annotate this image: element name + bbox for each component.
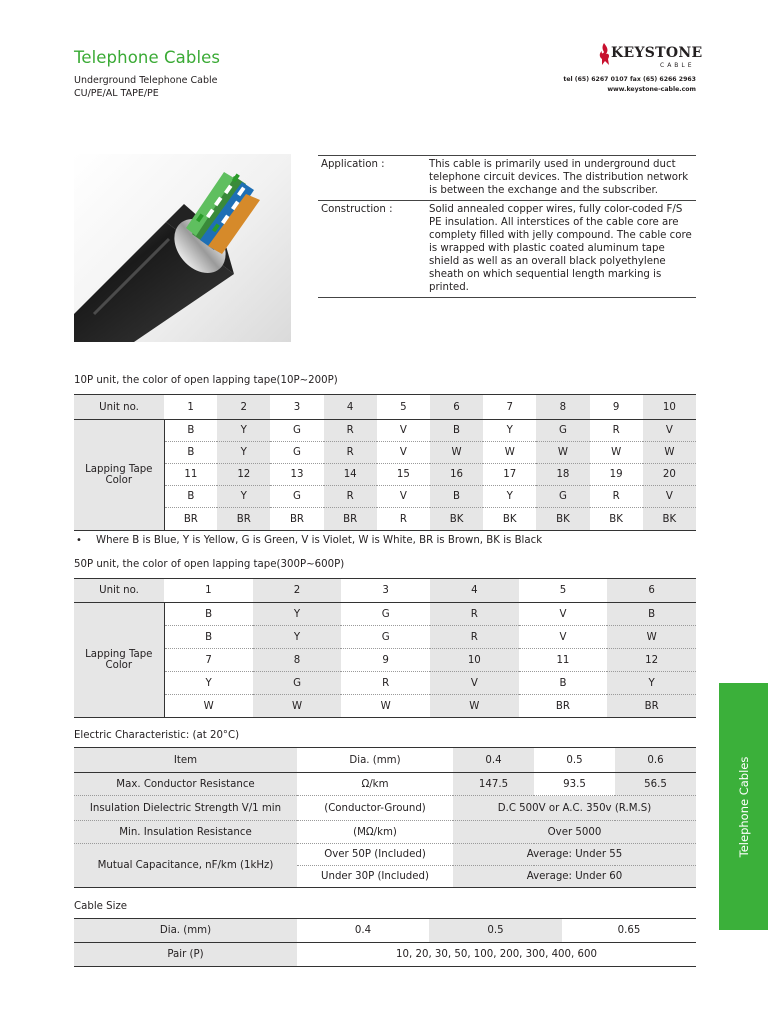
table-cell: R [341, 672, 430, 695]
table-cell: D.C 500V or A.C. 350v (R.M.S) [453, 796, 696, 821]
product-construction-code: CU/PE/AL TAPE/PE [74, 88, 159, 99]
table-cell: B [164, 442, 217, 464]
table-cell: 19 [590, 464, 643, 486]
table-cell: 0.4 [297, 919, 429, 943]
table-cell: 5 [519, 579, 608, 603]
table-row [74, 796, 696, 821]
table-10p-heading: 10P unit, the color of open lapping tape(10P~200P) [74, 375, 338, 386]
table-cell: Y [253, 626, 342, 649]
table-cell: 10 [643, 395, 696, 420]
table-cell: BR [164, 508, 217, 531]
table-cell: BK [536, 508, 589, 531]
bullet-icon: • [76, 535, 82, 546]
table-cell: R [324, 486, 377, 508]
flame-icon [597, 42, 611, 66]
table-row [74, 420, 696, 442]
table-cell: V [377, 442, 430, 464]
construction-row [318, 201, 696, 298]
table-header-cell: 0.4 [453, 748, 534, 773]
table-cell: G [270, 486, 323, 508]
table-cell: 93.5 [534, 773, 615, 796]
table-cell: BR [217, 508, 270, 531]
table-cell: R [430, 626, 519, 649]
table-50p [74, 578, 696, 718]
table-cell: Under 30P (Included) [297, 866, 453, 888]
table-cell: Average: Under 55 [453, 844, 696, 866]
table-cell: BK [430, 508, 483, 531]
table-cell: R [590, 420, 643, 442]
side-tab-label: Telephone Cables [736, 756, 751, 857]
lapping-tape-label: Lapping Tape Color [74, 420, 164, 531]
table-cell: G [253, 672, 342, 695]
table-cell: 8 [536, 395, 589, 420]
table-cell: R [377, 508, 430, 531]
table-cell: R [430, 603, 519, 626]
construction-label: Construction : [321, 204, 393, 215]
table-cell: Min. Insulation Resistance [74, 821, 297, 844]
table-cell: B [164, 420, 217, 442]
construction-value: Solid annealed copper wires, fully color-coded F/S PE insulation. All interstices of the cable core are complety filled with jelly compound. The cable core is wrapped with plastic coated aluminum tape shield as well as an overall black polyethylene sheath on which sequential length marking is printed. [429, 204, 692, 293]
table-cell: B [607, 603, 696, 626]
table-cell: W [483, 442, 536, 464]
table-cell: (MΩ/km) [297, 821, 453, 844]
table-cell: 10, 20, 30, 50, 100, 200, 300, 400, 600 [297, 943, 696, 967]
electric-heading: Electric Characteristic: (at 20°C) [74, 730, 240, 741]
table-row [74, 943, 696, 967]
table-cell: G [536, 420, 589, 442]
table-cell: Y [217, 486, 270, 508]
table-cell: 0.5 [429, 919, 562, 943]
table-row [74, 395, 696, 420]
table-cell: W [430, 695, 519, 718]
lapping-tape-label: Lapping Tape Color [74, 603, 164, 718]
table-cell: W [536, 442, 589, 464]
table-10p [74, 394, 696, 531]
table-cell: R [324, 442, 377, 464]
table-cell: 18 [536, 464, 589, 486]
unit-no-label: Unit no. [74, 579, 164, 603]
table-cell: 14 [324, 464, 377, 486]
table-row [74, 844, 696, 866]
table-cell: Y [217, 420, 270, 442]
table-cell: W [590, 442, 643, 464]
table-cell: BR [607, 695, 696, 718]
table-cell: G [341, 626, 430, 649]
table-cell: BK [590, 508, 643, 531]
table-cell: 9 [341, 649, 430, 672]
table-cell: G [341, 603, 430, 626]
table-row [74, 919, 696, 943]
table-cell: BR [324, 508, 377, 531]
table-cell: 5 [377, 395, 430, 420]
table-row [74, 579, 696, 603]
table-cell: (Conductor-Ground) [297, 796, 453, 821]
table-cell: 3 [341, 579, 430, 603]
table-cell: 7 [483, 395, 536, 420]
table-row [74, 442, 696, 464]
table-row [74, 486, 696, 508]
table-cell: BR [519, 695, 608, 718]
unit-no-label: Unit no. [74, 395, 164, 420]
table-row [74, 626, 696, 649]
table-cell: V [519, 626, 608, 649]
table-row [74, 695, 696, 718]
table-cell: W [253, 695, 342, 718]
table-cell: BR [270, 508, 323, 531]
table-cell: 4 [324, 395, 377, 420]
table-cell: BK [483, 508, 536, 531]
contact-phone: tel (65) 6267 0107 fax (65) 6266 2963 [563, 76, 696, 83]
color-legend-note: Where B is Blue, Y is Yellow, G is Green, V is Violet, W is White, BR is Brown, BK is Black [96, 535, 543, 546]
table-cell: B [164, 486, 217, 508]
table-cell: 4 [430, 579, 519, 603]
table-cell: Over 5000 [453, 821, 696, 844]
table-cell: B [519, 672, 608, 695]
table-cell: 11 [519, 649, 608, 672]
table-cell: 12 [607, 649, 696, 672]
application-value: This cable is primarily used in underground duct telephone circuit devices. The distribution network is between the exchange and the subscriber. [429, 159, 689, 196]
table-cell: Insulation Dielectric Strength V/1 min [74, 796, 297, 821]
table-cell: 20 [643, 464, 696, 486]
table-cell: Average: Under 60 [453, 866, 696, 888]
table-cell: 2 [217, 395, 270, 420]
table-cell: 6 [430, 395, 483, 420]
table-cell: V [519, 603, 608, 626]
table-cell: R [590, 486, 643, 508]
cable-size-table [74, 918, 696, 967]
table-cell: Y [483, 420, 536, 442]
table-header-cell: 0.6 [615, 748, 696, 773]
table-cell: Dia. (mm) [74, 919, 297, 943]
table-cell: V [430, 672, 519, 695]
brand-subname: CABLE [660, 62, 695, 69]
table-cell: V [377, 420, 430, 442]
table-cell: 11 [164, 464, 217, 486]
capacitance-label: Mutual Capacitance, nF/km (1kHz) [74, 844, 297, 888]
table-cell: 2 [253, 579, 342, 603]
table-row [74, 773, 696, 796]
table-cell: G [536, 486, 589, 508]
table-cell: W [341, 695, 430, 718]
table-cell: Y [164, 672, 253, 695]
table-cell: 17 [483, 464, 536, 486]
table-cell: B [430, 486, 483, 508]
table-cell: 13 [270, 464, 323, 486]
table-cell: Max. Conductor Resistance [74, 773, 297, 796]
table-cell: W [643, 442, 696, 464]
table-cell: 56.5 [615, 773, 696, 796]
table-cell: 15 [377, 464, 430, 486]
table-header-cell: 0.5 [534, 748, 615, 773]
table-row [74, 464, 696, 486]
table-cell: 9 [590, 395, 643, 420]
table-cell: Ω/km [297, 773, 453, 796]
electric-table [74, 747, 696, 888]
table-cell: W [164, 695, 253, 718]
table-cell: R [324, 420, 377, 442]
product-info-table [318, 155, 696, 298]
table-cell: 1 [164, 395, 217, 420]
product-subtitle: Underground Telephone Cable [74, 75, 218, 86]
table-cell: 7 [164, 649, 253, 672]
table-cell: V [643, 486, 696, 508]
table-cell: 10 [430, 649, 519, 672]
table-header-cell: Item [74, 748, 297, 773]
table-row [74, 508, 696, 531]
table-cell: V [643, 420, 696, 442]
table-cell: 6 [607, 579, 696, 603]
cable-illustration [74, 154, 291, 342]
section-side-tab [719, 683, 768, 930]
table-cell: 3 [270, 395, 323, 420]
table-cell: Y [607, 672, 696, 695]
table-cell: Y [483, 486, 536, 508]
table-cell: Over 50P (Included) [297, 844, 453, 866]
table-cell: 8 [253, 649, 342, 672]
table-cell: 16 [430, 464, 483, 486]
table-row [74, 649, 696, 672]
cable-size-heading: Cable Size [74, 901, 128, 912]
table-cell: 0.65 [562, 919, 696, 943]
cable-photo [74, 154, 291, 342]
table-cell: BK [643, 508, 696, 531]
table-row [74, 748, 696, 773]
table-header-cell: Dia. (mm) [297, 748, 453, 773]
table-cell: Pair (P) [74, 943, 297, 967]
application-label: Application : [321, 159, 385, 170]
table-cell: V [377, 486, 430, 508]
table-cell: W [430, 442, 483, 464]
table-cell: 147.5 [453, 773, 534, 796]
table-cell: Y [217, 442, 270, 464]
table-cell: G [270, 442, 323, 464]
table-cell: 12 [217, 464, 270, 486]
contact-website[interactable]: www.keystone-cable.com [607, 86, 696, 93]
page-title: Telephone Cables [74, 48, 221, 67]
table-cell: W [607, 626, 696, 649]
table-cell: B [164, 626, 253, 649]
table-cell: B [430, 420, 483, 442]
table-cell: 1 [164, 579, 253, 603]
table-cell: Y [253, 603, 342, 626]
table-cell: B [164, 603, 253, 626]
application-row [318, 156, 696, 201]
table-row [74, 821, 696, 844]
table-50p-heading: 50P unit, the color of open lapping tape(300P~600P) [74, 559, 345, 570]
brand-name: KEYSTONE [611, 45, 703, 61]
table-row [74, 603, 696, 626]
table-cell: G [270, 420, 323, 442]
table-row [74, 672, 696, 695]
